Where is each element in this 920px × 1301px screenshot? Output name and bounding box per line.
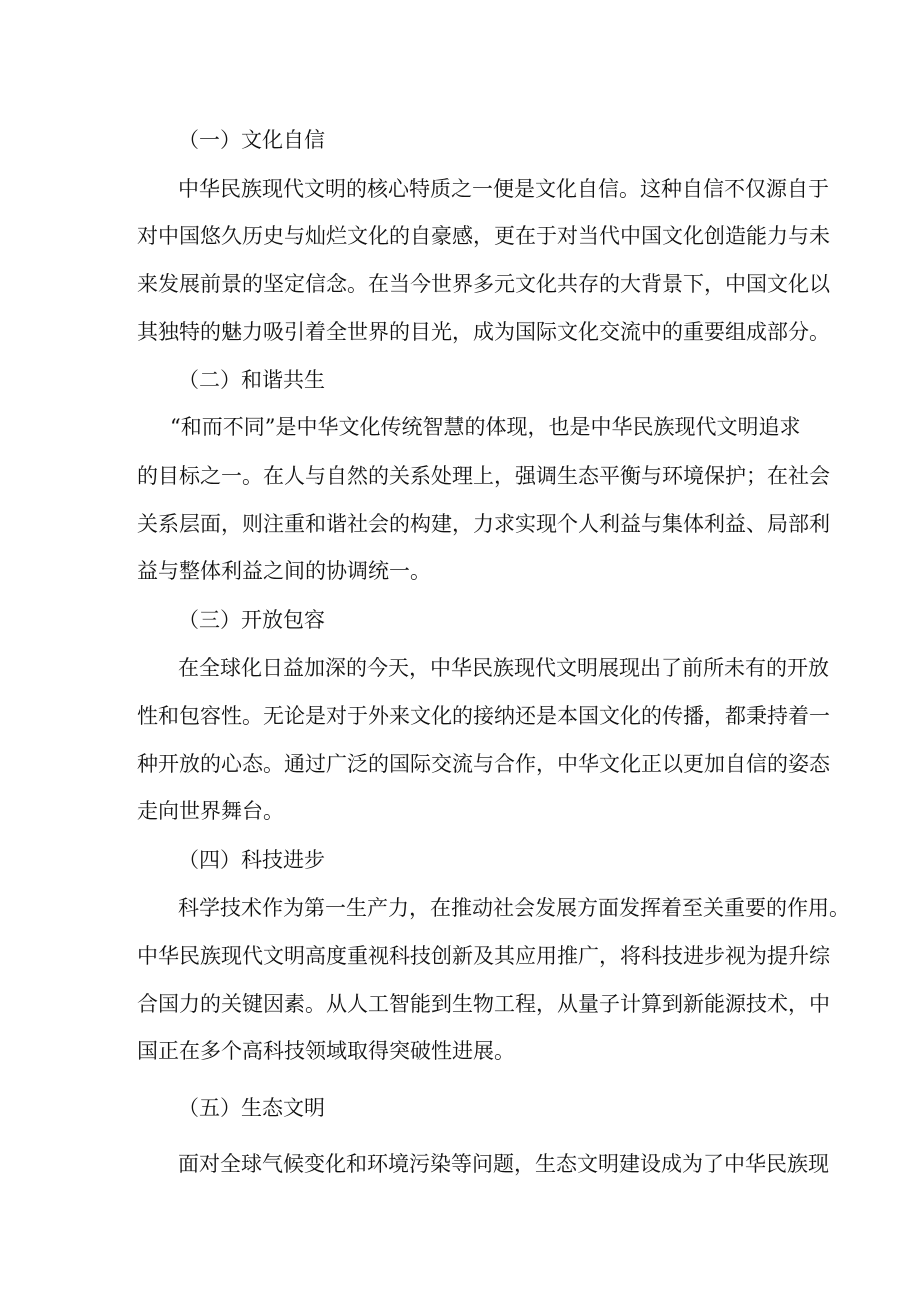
section-heading-2: （二）和谐共生 (178, 368, 325, 392)
section-heading-4: （四）科技进步 (178, 848, 325, 872)
section-heading-1: （一）文化自信 (178, 128, 325, 152)
paragraph-4-line-3: 合国力的关键因素。从人工智能到生物工程，从量子计算到新能源技术，中 (137, 992, 830, 1016)
paragraph-4-line-2: 中华民族现代文明高度重视科技创新及其应用推广，将科技进步视为提升综 (137, 944, 830, 968)
paragraph-2-line-2: 的目标之一。在人与自然的关系处理上，强调生态平衡与环境保护；在社会 (137, 464, 830, 488)
paragraph-3-line-4: 走向世界舞台。 (137, 799, 284, 823)
paragraph-2-line-4: 益与整体利益之间的协调统一。 (137, 559, 431, 583)
paragraph-1-line-2: 对中国悠久历史与灿烂文化的自豪感，更在于对当代中国文化创造能力与未 (137, 224, 830, 248)
paragraph-3-line-3: 种开放的心态。通过广泛的国际交流与合作，中华文化正以更加自信的姿态 (137, 752, 830, 776)
paragraph-2-line-1: “和而不同”是中华文化传统智慧的体现，也是中华民族现代文明追求 (170, 415, 801, 439)
paragraph-3-line-1: 在全球化日益加深的今天，中华民族现代文明展现出了前所未有的开放 (178, 656, 829, 680)
paragraph-3-line-2: 性和包容性。无论是对于外来文化的接纳还是本国文化的传播，都秉持着一 (137, 704, 830, 728)
paragraph-4-line-4: 国正在多个高科技领域取得突破性进展。 (137, 1039, 515, 1063)
paragraph-1-line-4: 其独特的魅力吸引着全世界的目光，成为国际文化交流中的重要组成部分。 (137, 320, 830, 344)
paragraph-1-line-3: 来发展前景的坚定信念。在当今世界多元文化共存的大背景下，中国文化以 (137, 272, 830, 296)
section-heading-5: （五）生态文明 (178, 1096, 325, 1120)
paragraph-5-line-1: 面对全球气候变化和环境污染等问题，生态文明建设成为了中华民族现 (178, 1152, 829, 1176)
paragraph-1-line-1: 中华民族现代文明的核心特质之一便是文化自信。这种自信不仅源自于 (178, 177, 829, 201)
paragraph-2-line-3: 关系层面，则注重和谐社会的构建，力求实现个人利益与集体利益、局部利 (137, 512, 830, 536)
section-heading-3: （三）开放包容 (178, 608, 325, 632)
paragraph-4-line-1: 科学技术作为第一生产力，在推动社会发展方面发挥着至关重要的作用。 (178, 896, 850, 920)
